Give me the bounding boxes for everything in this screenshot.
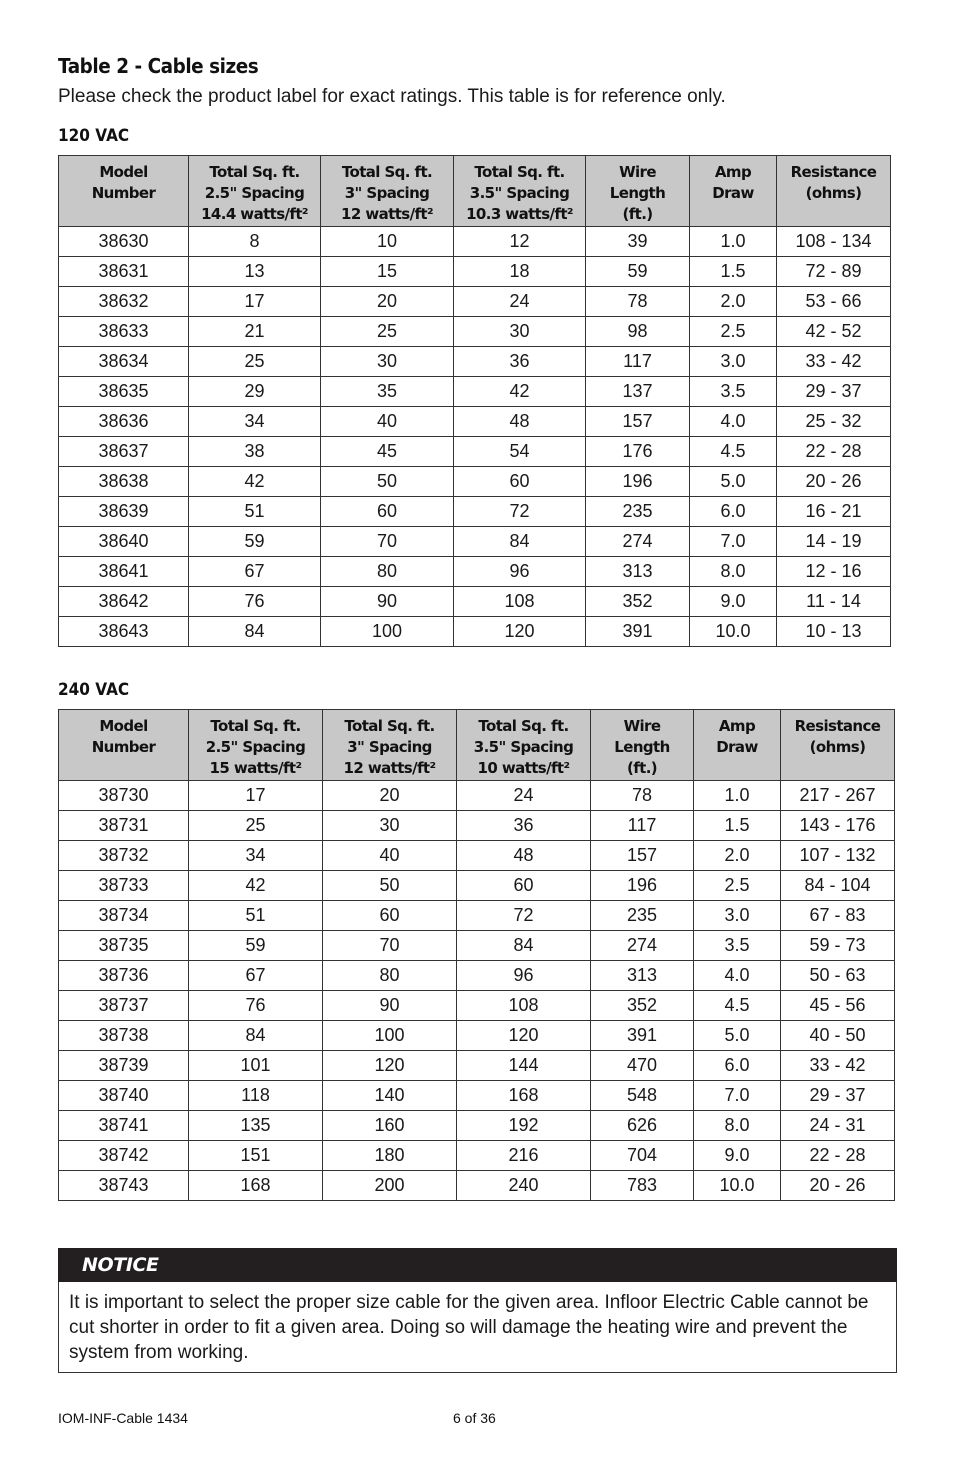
table-cell: 10.0 [690,617,777,647]
table-cell: 35 [321,377,454,407]
table-cell: 12 - 16 [777,557,891,587]
table-cell: 76 [189,991,323,1021]
table-cell: 120 [454,617,586,647]
table-row [59,227,891,257]
table-cell: 17 [189,287,321,317]
table-cell: 548 [591,1081,694,1111]
table-cell: 157 [591,841,694,871]
column-header [694,710,781,781]
table-cell: 30 [323,811,457,841]
table-cell: 108 [454,587,586,617]
table-cell: 140 [323,1081,457,1111]
table-cell: 38735 [59,931,189,961]
table-cell: 84 - 104 [781,871,895,901]
table-cell: 45 [321,437,454,467]
table-row [59,901,895,931]
table-row [59,377,891,407]
column-header-line: (ohms) [809,738,866,756]
column-header [59,710,189,781]
column-header-line: 3" Spacing [347,738,432,756]
table-header-row [59,156,891,227]
column-header-line: 10 watts/ft² [477,759,570,777]
column-header-line: (ft.) [622,205,653,223]
table-cell: 38742 [59,1141,189,1171]
table-cell: 12 [454,227,586,257]
table-cell: 36 [457,811,591,841]
table-cell: 160 [323,1111,457,1141]
table-cell: 25 [189,347,321,377]
table-row [59,557,891,587]
table-row [59,527,891,557]
table-row [59,617,891,647]
table-cell: 60 [454,467,586,497]
table-cell: 78 [586,287,690,317]
table-cell: 391 [586,617,690,647]
table-row [59,991,895,1021]
cable-table-240vac [58,709,895,1201]
table-cell: 38737 [59,991,189,1021]
table-cell: 42 [454,377,586,407]
table-cell: 34 [189,841,323,871]
column-header-line: Amp [714,163,752,181]
table-cell: 38 [189,437,321,467]
table-cell: 3.0 [690,347,777,377]
table-cell: 14 - 19 [777,527,891,557]
column-header-line: 14.4 watts/ft² [201,205,308,223]
table-row [59,1081,895,1111]
column-header-line: 12 watts/ft² [341,205,433,223]
table-cell: 30 [321,347,454,377]
table-cell: 274 [591,931,694,961]
column-header-line: Resistance [794,717,881,735]
column-header-line: Resistance [790,163,877,181]
table-cell: 11 - 14 [777,587,891,617]
section-label-240vac: 240 VAC [58,680,130,700]
table-cell: 29 [189,377,321,407]
table-row [59,1141,895,1171]
table-cell: 59 - 73 [781,931,895,961]
table-cell: 67 [189,961,323,991]
table-row [59,317,891,347]
table-cell: 352 [591,991,694,1021]
table-cell: 38741 [59,1111,189,1141]
column-header-line: 10.3 watts/ft² [466,205,573,223]
column-header-line: Total Sq. ft. [341,163,433,181]
table-cell: 42 [189,467,321,497]
table-cell: 120 [457,1021,591,1051]
table-cell: 108 [457,991,591,1021]
table-cell: 107 - 132 [781,841,895,871]
column-header-line: Total Sq. ft. [210,717,301,735]
table-cell: 157 [586,407,690,437]
table-cell: 4.5 [694,991,781,1021]
table-cell: 42 - 52 [777,317,891,347]
column-header-line: Total Sq. ft. [478,717,569,735]
table-cell: 40 - 50 [781,1021,895,1051]
table-row [59,347,891,377]
table-cell: 84 [189,1021,323,1051]
table-cell: 117 [586,347,690,377]
table-cell: 39 [586,227,690,257]
table-cell: 151 [189,1141,323,1171]
table-cell: 25 - 32 [777,407,891,437]
table-cell: 100 [323,1021,457,1051]
table-cell: 9.0 [690,587,777,617]
table-row [59,497,891,527]
table-cell: 25 [189,811,323,841]
table-cell: 70 [321,527,454,557]
table-cell: 38743 [59,1171,189,1201]
table-cell: 274 [586,527,690,557]
table-cell: 15 [321,257,454,287]
column-header-line: Total Sq. ft. [474,163,565,181]
table-cell: 196 [586,467,690,497]
table-cell: 80 [321,557,454,587]
table-cell: 704 [591,1141,694,1171]
table-cell: 59 [189,527,321,557]
table-cell: 192 [457,1111,591,1141]
table-cell: 98 [586,317,690,347]
table-cell: 176 [586,437,690,467]
table-cell: 90 [323,991,457,1021]
column-header [591,710,694,781]
column-header-line: 12 watts/ft² [343,759,436,777]
column-header [59,156,189,227]
table-row [59,257,891,287]
table-cell: 38736 [59,961,189,991]
table-cell: 13 [189,257,321,287]
table-row [59,841,895,871]
column-header-line: (ohms) [805,184,862,202]
table-cell: 84 [454,527,586,557]
table-cell: 20 [323,781,457,811]
table-cell: 51 [189,497,321,527]
notice-title: NOTICE [82,1254,159,1276]
table-cell: 45 - 56 [781,991,895,1021]
table-cell: 38639 [59,497,189,527]
column-header-line: Model [99,717,148,735]
table-cell: 80 [323,961,457,991]
table-cell: 38643 [59,617,189,647]
column-header [189,710,323,781]
table-cell: 33 - 42 [781,1051,895,1081]
table-cell: 313 [586,557,690,587]
table-cell: 38731 [59,811,189,841]
table-row [59,931,895,961]
column-header-line: 3.5" Spacing [473,738,574,756]
table-cell: 29 - 37 [781,1081,895,1111]
table-cell: 38636 [59,407,189,437]
table-row [59,467,891,497]
table-cell: 3.5 [694,931,781,961]
table-cell: 38634 [59,347,189,377]
table-cell: 626 [591,1111,694,1141]
column-header-line: 3.5" Spacing [469,184,570,202]
table-cell: 3.0 [694,901,781,931]
table-row [59,811,895,841]
table-cell: 24 [457,781,591,811]
table-cell: 20 - 26 [781,1171,895,1201]
table-cell: 137 [586,377,690,407]
table-cell: 96 [457,961,591,991]
notice-body: It is important to select the proper size cable for the given area. Infloor Electric Cable cannot be cut shorter in order to fit a given area. Doing so will damage the heating wire and prevent the system from working. [58,1282,897,1373]
table-cell: 72 [454,497,586,527]
table-row [59,407,891,437]
column-header [321,156,454,227]
table-cell: 8.0 [694,1111,781,1141]
table-cell: 60 [457,871,591,901]
table-cell: 18 [454,257,586,287]
table-cell: 144 [457,1051,591,1081]
column-header-line: 3" Spacing [344,184,430,202]
table-cell: 1.0 [690,227,777,257]
table-cell: 4.5 [690,437,777,467]
table-row [59,587,891,617]
table-cell: 168 [457,1081,591,1111]
column-header-line: 2.5" Spacing [205,738,306,756]
table-cell: 783 [591,1171,694,1201]
table-cell: 216 [457,1141,591,1171]
table-cell: 470 [591,1051,694,1081]
table-cell: 51 [189,901,323,931]
table-cell: 101 [189,1051,323,1081]
table-cell: 40 [323,841,457,871]
table-cell: 30 [454,317,586,347]
table-cell: 240 [457,1171,591,1201]
table-cell: 38630 [59,227,189,257]
table-cell: 10 [321,227,454,257]
table-cell: 38641 [59,557,189,587]
table-cell: 2.0 [690,287,777,317]
table-cell: 5.0 [694,1021,781,1051]
column-header-line: Length [614,738,670,756]
table-cell: 118 [189,1081,323,1111]
table-cell: 72 - 89 [777,257,891,287]
table-row [59,1051,895,1081]
table-cell: 34 [189,407,321,437]
table-cell: 4.0 [694,961,781,991]
column-header-line: Draw [712,184,754,202]
table-cell: 180 [323,1141,457,1171]
column-header-line: Number [91,738,156,756]
column-header-line: Wire [623,717,661,735]
table-cell: 4.0 [690,407,777,437]
table-cell: 67 [189,557,321,587]
table-cell: 84 [189,617,321,647]
table-cell: 391 [591,1021,694,1051]
table-cell: 96 [454,557,586,587]
table-cell: 38635 [59,377,189,407]
table-cell: 54 [454,437,586,467]
table-cell: 38730 [59,781,189,811]
table-cell: 9.0 [694,1141,781,1171]
column-header [586,156,690,227]
table-cell: 38633 [59,317,189,347]
table-cell: 10.0 [694,1171,781,1201]
table-cell: 60 [323,901,457,931]
column-header [690,156,777,227]
table-row [59,961,895,991]
table-cell: 84 [457,931,591,961]
table-cell: 67 - 83 [781,901,895,931]
table-cell: 2.0 [694,841,781,871]
notice-header [58,1248,897,1282]
table-cell: 120 [323,1051,457,1081]
footer-page-number: 6 of 36 [453,1410,496,1426]
table-cell: 217 - 267 [781,781,895,811]
table-cell: 59 [586,257,690,287]
table-cell: 25 [321,317,454,347]
table-cell: 90 [321,587,454,617]
column-header [781,710,895,781]
table-cell: 10 - 13 [777,617,891,647]
table-cell: 38637 [59,437,189,467]
table-cell: 22 - 28 [781,1141,895,1171]
column-header [323,710,457,781]
table-cell: 78 [591,781,694,811]
table-cell: 38733 [59,871,189,901]
table-cell: 7.0 [690,527,777,557]
table-row [59,437,891,467]
table-cell: 38631 [59,257,189,287]
column-header [454,156,586,227]
table-cell: 200 [323,1171,457,1201]
column-header-line: 15 watts/ft² [209,759,302,777]
table-cell: 100 [321,617,454,647]
table-cell: 33 - 42 [777,347,891,377]
table-cell: 38632 [59,287,189,317]
page-subtitle: Please check the product label for exact ratings. This table is for reference only. [58,86,726,107]
table-row [59,287,891,317]
table-cell: 196 [591,871,694,901]
table-cell: 50 [323,871,457,901]
table-cell: 1.5 [694,811,781,841]
table-cell: 5.0 [690,467,777,497]
table-row [59,1171,895,1201]
page-title: Table 2 - Cable sizes [58,54,259,78]
table-cell: 36 [454,347,586,377]
table-cell: 22 - 28 [777,437,891,467]
table-cell: 38732 [59,841,189,871]
column-header-line: Amp [718,717,756,735]
column-header [777,156,891,227]
table-cell: 48 [454,407,586,437]
table-cell: 6.0 [694,1051,781,1081]
table-row [59,1021,895,1051]
table-row [59,781,895,811]
table-row [59,1111,895,1141]
table-cell: 53 - 66 [777,287,891,317]
column-header [457,710,591,781]
table-cell: 38739 [59,1051,189,1081]
table-cell: 2.5 [690,317,777,347]
table-cell: 72 [457,901,591,931]
table-cell: 38640 [59,527,189,557]
table-cell: 352 [586,587,690,617]
table-cell: 48 [457,841,591,871]
table-cell: 50 [321,467,454,497]
table-cell: 50 - 63 [781,961,895,991]
column-header-line: Length [609,184,666,202]
column-header-line: Total Sq. ft. [209,163,300,181]
table-cell: 42 [189,871,323,901]
table-cell: 135 [189,1111,323,1141]
table-cell: 117 [591,811,694,841]
table-cell: 168 [189,1171,323,1201]
table-cell: 2.5 [694,871,781,901]
table-cell: 38734 [59,901,189,931]
table-cell: 20 [321,287,454,317]
table-cell: 6.0 [690,497,777,527]
table-cell: 70 [323,931,457,961]
table-cell: 76 [189,587,321,617]
table-cell: 1.0 [694,781,781,811]
table-cell: 143 - 176 [781,811,895,841]
column-header-line: Number [91,184,156,202]
table-cell: 29 - 37 [777,377,891,407]
table-cell: 21 [189,317,321,347]
table-cell: 38642 [59,587,189,617]
table-cell: 24 [454,287,586,317]
table-cell: 3.5 [690,377,777,407]
table-cell: 235 [586,497,690,527]
table-cell: 108 - 134 [777,227,891,257]
table-cell: 7.0 [694,1081,781,1111]
table-header-row [59,710,895,781]
column-header-line: Wire [619,163,656,181]
table-cell: 59 [189,931,323,961]
table-cell: 235 [591,901,694,931]
table-cell: 38740 [59,1081,189,1111]
column-header-line: Model [99,163,148,181]
table-cell: 16 - 21 [777,497,891,527]
table-cell: 20 - 26 [777,467,891,497]
column-header-line: Draw [716,738,758,756]
table-cell: 24 - 31 [781,1111,895,1141]
table-cell: 1.5 [690,257,777,287]
table-cell: 8 [189,227,321,257]
table-cell: 17 [189,781,323,811]
table-cell: 38738 [59,1021,189,1051]
column-header [189,156,321,227]
table-cell: 60 [321,497,454,527]
footer-doc-id: IOM-INF-Cable 1434 [58,1410,188,1426]
column-header-line: Total Sq. ft. [344,717,435,735]
column-header-line: (ft.) [626,759,658,777]
table-cell: 40 [321,407,454,437]
column-header-line: 2.5" Spacing [204,184,305,202]
table-cell: 8.0 [690,557,777,587]
table-cell: 38638 [59,467,189,497]
table-row [59,871,895,901]
cable-table-120vac [58,155,891,647]
section-label-120vac: 120 VAC [58,126,130,146]
table-cell: 313 [591,961,694,991]
